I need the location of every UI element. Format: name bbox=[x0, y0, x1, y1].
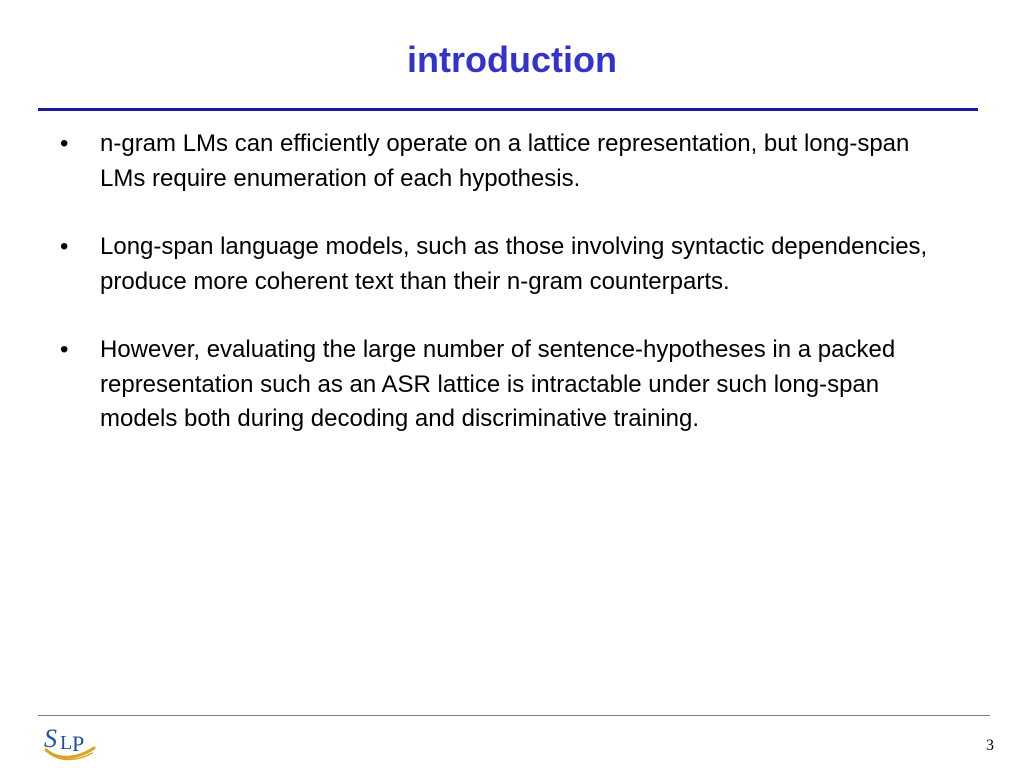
svg-text:L: L bbox=[60, 732, 73, 754]
bullet-item bbox=[60, 333, 960, 437]
bullet-text: n-gram LMs can efficiently operate on a lattice representation, but long-span LMs require enumeration of each hypothesis. bbox=[100, 130, 910, 192]
bullet-text: Long-span language models, such as those involving syntactic dependencies, produce more coherent text than their n-gram counterparts. bbox=[100, 233, 928, 295]
page-number: 3 bbox=[986, 737, 994, 754]
svg-text:P: P bbox=[72, 731, 85, 756]
bullet-text: However, evaluating the large number of sentence-hypotheses in a packed representation such as an ASR lattice is intractable under such long-span models both during decoding and discriminative training. bbox=[100, 336, 896, 432]
footer-divider bbox=[38, 715, 990, 716]
bullet-list bbox=[60, 127, 960, 471]
bullet-item bbox=[60, 127, 960, 196]
title-divider bbox=[38, 108, 978, 111]
svg-text:S: S bbox=[44, 724, 57, 753]
slp-logo-icon bbox=[40, 720, 100, 764]
bullet-marker: • bbox=[60, 233, 69, 260]
bullet-marker: • bbox=[60, 336, 69, 363]
bullet-item bbox=[60, 230, 960, 299]
bullet-marker: • bbox=[60, 130, 69, 157]
slide-title: introduction bbox=[407, 39, 617, 80]
